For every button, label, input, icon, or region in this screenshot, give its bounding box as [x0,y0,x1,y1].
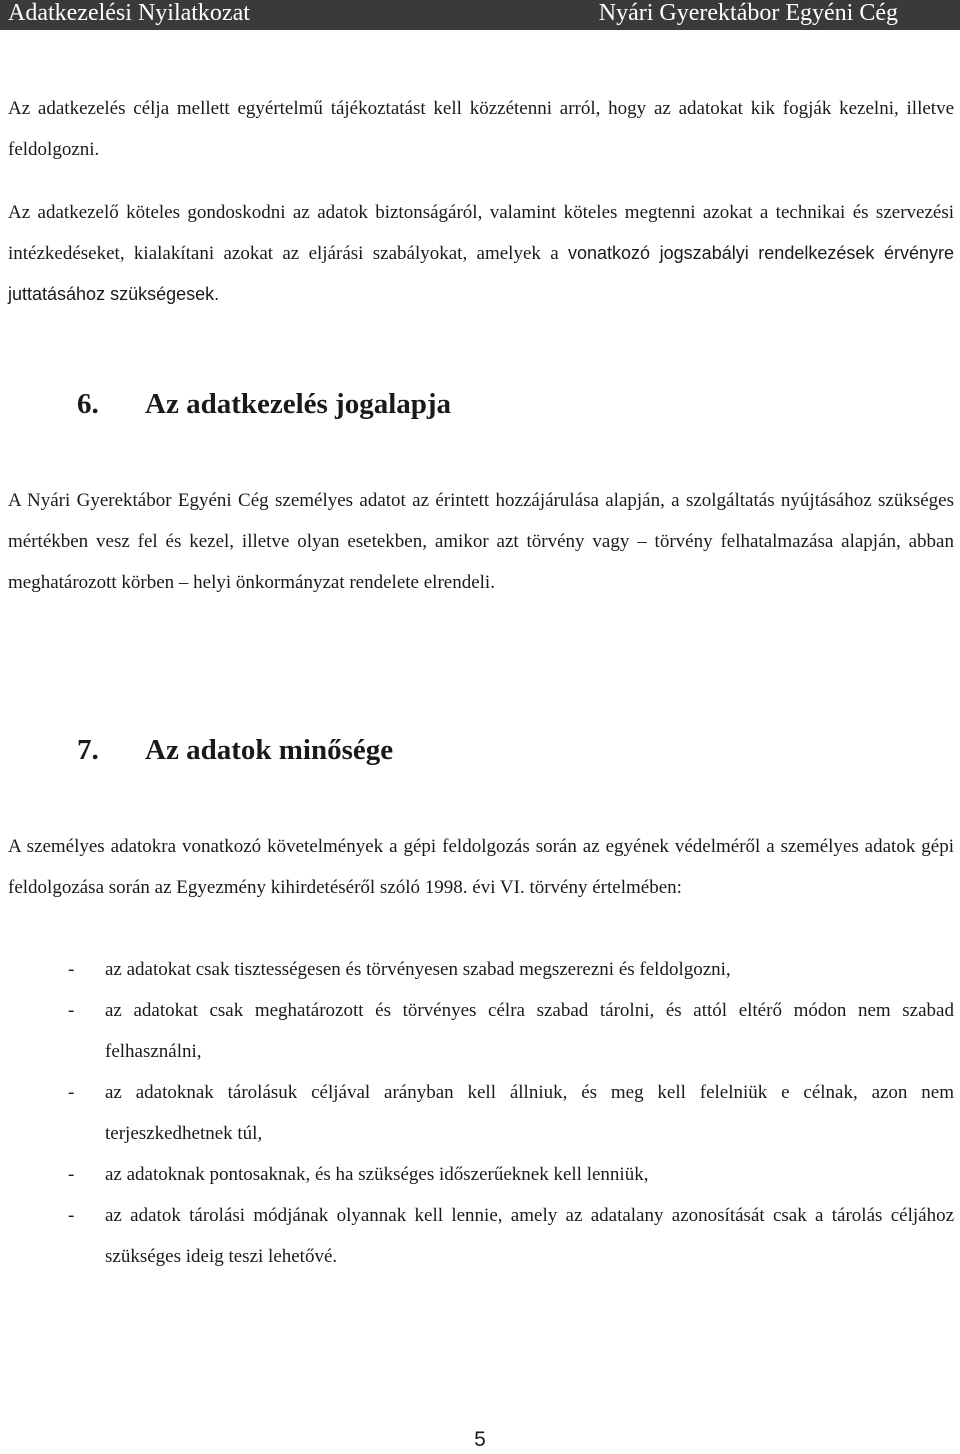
list-item [8,1072,954,1154]
requirements-list [8,949,954,1277]
section-7-title: Az adatok minősége [145,734,394,766]
intro-paragraph-1: Az adatkezelés célja mellett egyértelmű tájékoztatást kell közzétenni arról, hogy az adatokat kik fogják kezelni, illetve feldolgozni. [8,98,954,160]
intro-paragraph-2-serif: Az adatkezelő köteles gondoskodni az adatok biztonságáról, valamint köteles megtenni azokat a technikai és szervezési intézkedéseket, kialakítani azokat az eljárási szabályokat, amelyek a [8,202,954,264]
list-item-text: az adatok tárolási módjának olyannak kell lennie, amely az adatalany azonosítását csak a tárolás céljához szükséges ideig teszi lehetővé. [105,1205,954,1267]
list-item [8,949,954,990]
list-dash: - [68,959,75,980]
list-dash: - [68,1164,75,1185]
header-document-title: Adatkezelési Nyilatkozat [8,0,250,26]
page-number: 5 [474,1428,486,1451]
header-company-name: Nyári Gyerektábor Egyéni Cég [598,0,898,26]
page-header [0,0,960,30]
list-item-text: az adatokat csak tisztességesen és törvényesen szabad megszerezni és feldolgozni, [105,959,731,980]
section-7-body: A személyes adatokra vonatkozó követelmények a gépi feldolgozás során az egyének védelméről a személyes adatok gépi feldolgozása során az Egyezmény kihirdetéséről szóló 1998. évi VI. törvény értelmében: [8,836,954,898]
intro-paragraph-2-sans: vonatkozó jogszabályi rendelkezések érvényre juttatásához szükségesek. [8,243,954,304]
list-item [8,1195,954,1277]
list-item-text: az adatoknak tárolásuk céljával arányban kell állniuk, és meg kell felelniük e célnak, azon nem terjeszkedhetnek túl, [105,1082,954,1144]
list-dash: - [68,1205,75,1226]
list-dash: - [68,1082,75,1103]
list-item-text: az adatoknak pontosaknak, és ha szükséges időszerűeknek kell lenniük, [105,1164,649,1185]
section-7-number: 7. [77,734,99,766]
section-6-number: 6. [77,388,99,420]
section-6-body: A Nyári Gyerektábor Egyéni Cég személyes adatot az érintett hozzájárulása alapján, a szolgáltatás nyújtásához szükséges mértékben vesz fel és kezel, illetve olyan esetekben, amikor azt törvény vagy – törvény felhatalmazása alapján, abban meghatározott körben – helyi önkormányzat rendelete elrendeli. [8,490,954,593]
section-6-title: Az adatkezelés jogalapja [145,388,452,420]
list-dash: - [68,1000,75,1021]
list-item-text: az adatokat csak meghatározott és törvényes célra szabad tárolni, és attól eltérő módon nem szabad felhasználni, [105,1000,954,1062]
section-6-heading [77,386,451,422]
section-7-heading [77,732,393,768]
list-item [8,990,954,1072]
list-item [8,1154,954,1195]
intro-paragraph-2 [8,192,954,315]
